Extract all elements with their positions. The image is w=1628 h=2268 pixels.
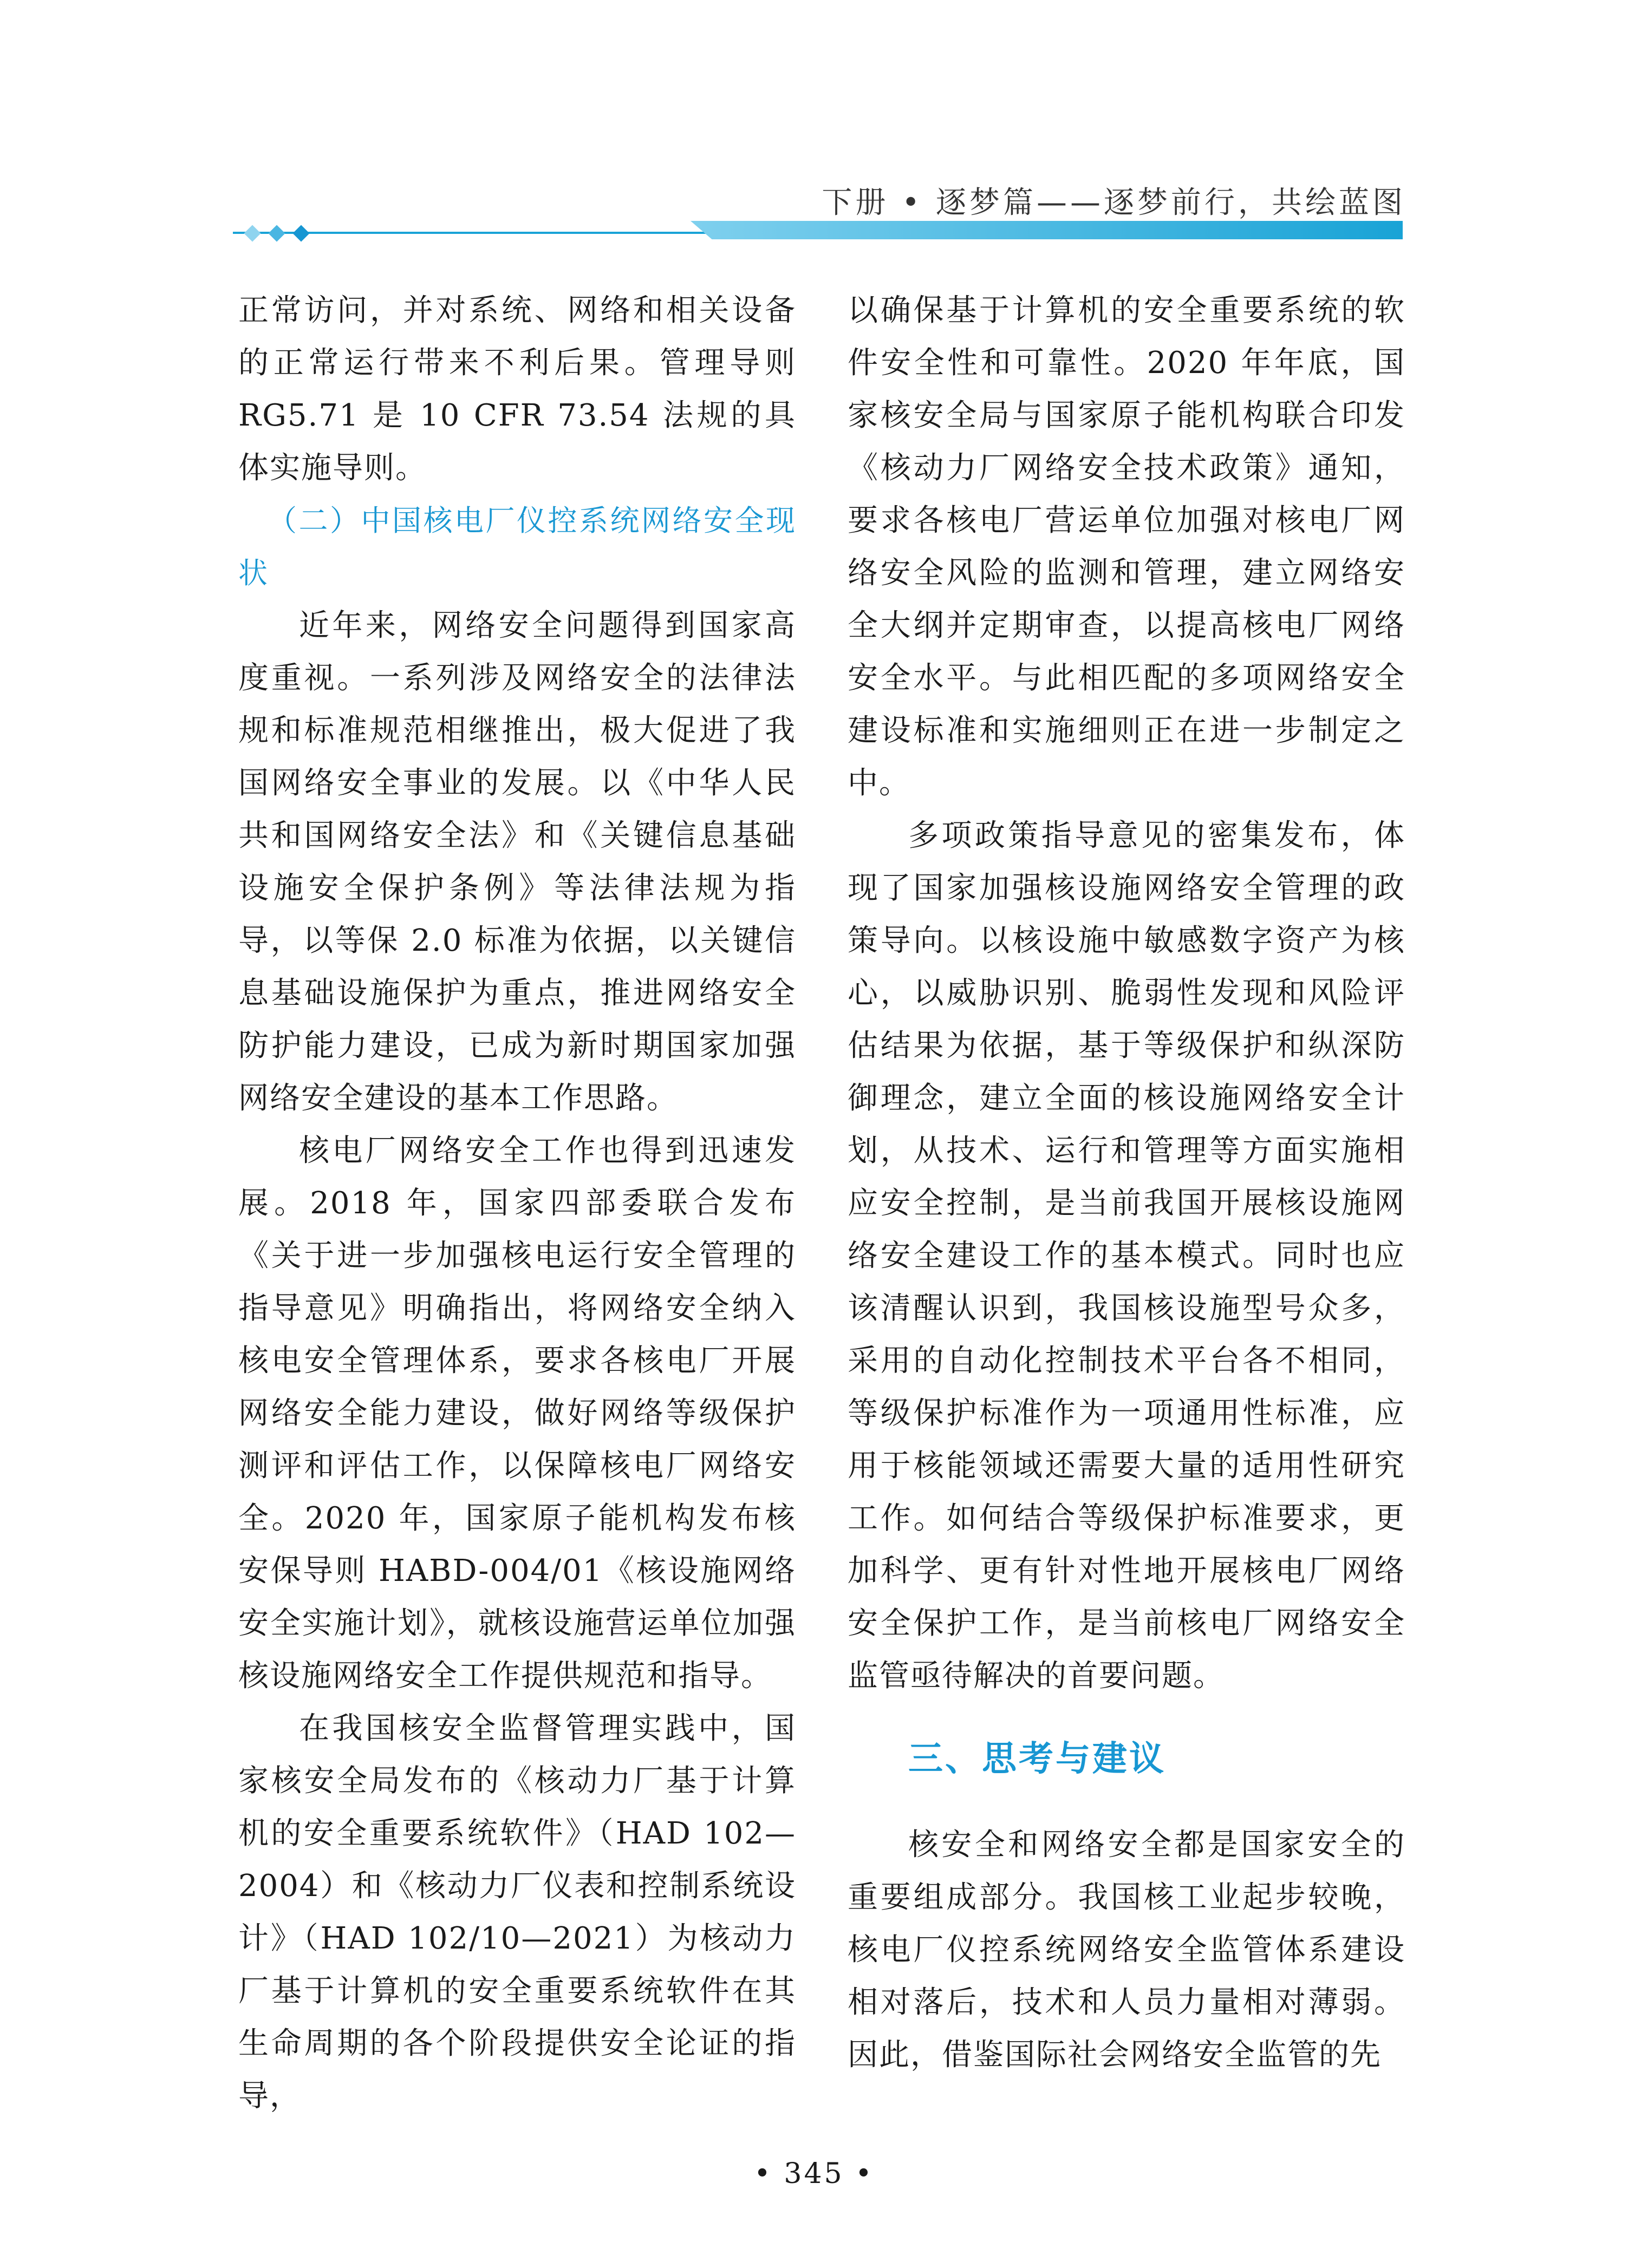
paragraph: 多项政策指导意见的密集发布，体现了国家加强核设施网络安全管理的政策导向。以核设施中敏感数字资产为核心，以威胁识别、脆弱性发现和风险评估结果为依据，基于等级保护和纵深防御理念，建立全面的核设施网络安全计划，从技术、运行和管理等方面实施相应安全控制，是当前我国开展核设施网络安全建设工作的基本模式。同时也应该清醒认识到，我国核设施型号众多，采用的自动化控制技术平台各不相同，等级保护标准作为一项通用性标准，应用于核能领域还需要大量的适用性研究工作。如何结合等级保护标准要求，更加科学、更有针对性地开展核电厂网络安全保护工作，是当前核电厂网络安全监管亟待解决的首要问题。 <box>848 818 1405 1694</box>
paragraph: 核安全和网络安全都是国家安全的重要组成部分。我国核工业起步较晚，核电厂仪控系统网络安全监管体系建设相对落后，技术和人员力量相对薄弱。因此，借鉴国际社会网络安全监管的先 <box>848 1827 1405 2073</box>
diamond-icon <box>268 225 285 241</box>
diamond-icon <box>244 225 261 241</box>
header-band <box>691 221 1403 239</box>
section-heading: 三、思考与建议 <box>908 1739 1166 1779</box>
paragraph: 近年来，网络安全问题得到国家高度重视。一系列涉及网络安全的法律法规和标准规范相继推出，极大促进了我国网络安全事业的发展。以《中华人民共和国网络安全法》和《关键信息基础设施安全保护条例》等法律法规为指导，以等保 2.0 标准为依据，以关键信息基础设施保护为重点，推进网络安全防护能力建设，已成为新时期国家加强网络安全建设的基本工作思路。 <box>238 608 796 1116</box>
running-title: 下册 • 逐梦篇——逐梦前行，共绘蓝图 <box>822 185 1406 220</box>
paragraph: 核电厂网络安全工作也得到迅速发展。2018 年，国家四部委联合发布《关于进一步加强核电运行安全管理的指导意见》明确指出，将网络安全纳入核电安全管理体系，要求各核电厂开展网络安全能力建设，做好网络等级保护测评和评估工作，以保障核电厂网络安全。2020 年，国家原子能机构发布核安保导则 HABD-004/01《核设施网络安全实施计划》，就核设施营运单位加强核设施网络安全工作提供规范和指导。 <box>238 1133 796 1694</box>
page-header <box>0 0 1628 260</box>
paragraph: 以确保基于计算机的安全重要系统的软件安全性和可靠性。2020 年年底，国家核安全局与国家原子能机构联合印发《核动力厂网络安全技术政策》通知，要求各核电厂营运单位加强对核电厂网络安全风险的监测和管理，建立网络安全大纲并定期审查，以提高核电厂网络安全水平。与此相匹配的多项网络安全建设标准和实施细则正在进一步制定之中。 <box>848 293 1405 801</box>
right-column <box>848 284 1405 2081</box>
page-number: • 345 • <box>754 2158 874 2190</box>
subsection-heading: （二）中国核电厂仪控系统网络安全现状 <box>238 504 796 590</box>
left-column <box>238 284 796 2122</box>
diamond-icon <box>292 225 309 241</box>
paragraph: 正常访问，并对系统、网络和相关设备的正常运行带来不利后果。管理导则RG5.71 是 10 CFR 73.54 法规的具体实施导则。 <box>238 293 796 486</box>
paragraph: 在我国核安全监督管理实践中，国家核安全局发布的《核动力厂基于计算机的安全重要系统软件》（HAD 102—2004）和《核动力厂仪表和控制系统设计》（HAD 102/10—2021）为核动力厂基于计算机的安全重要系统软件在其生命周期的各个阶段提供安全论证的指导， <box>238 1711 796 2114</box>
